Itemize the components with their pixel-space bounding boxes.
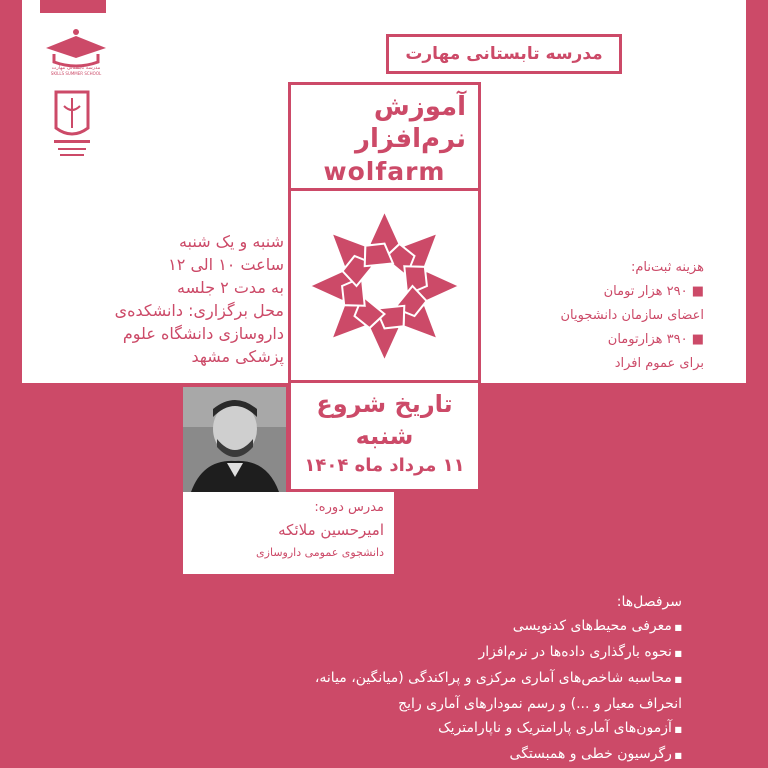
- topic-item: ■ معرفی محیط‌های کدنویسی: [270, 614, 682, 640]
- school-logo: [40, 28, 112, 76]
- start-date: ۱۱ مرداد ماه ۱۴۰۴: [304, 455, 465, 476]
- start-day: شنبه: [355, 422, 414, 450]
- schedule-info: [70, 230, 284, 368]
- schedule-location: محل برگزاری: دانشکده‌ی داروسازی دانشگاه علوم پزشکی مشهد: [114, 301, 284, 366]
- topic-item: ■ رگرسیون خطی و همبستگی: [270, 742, 682, 768]
- topic-item: ■ آزمون‌های آماری پارامتریک و ناپارامتریک: [270, 716, 682, 742]
- school-title: مدرسه تابستانی مهارت: [386, 34, 622, 74]
- university-logo: [46, 88, 98, 160]
- wolfram-star-icon: [291, 191, 478, 381]
- topics-heading: سرفصل‌ها:: [616, 594, 682, 610]
- fee-audience-1: اعضای سازمان دانشجویان: [560, 308, 704, 323]
- topic-item: ■ نحوه بارگذاری داده‌ها در نرم‌افزار: [270, 640, 682, 666]
- schedule-duration: به مدت ۲ جلسه: [177, 278, 284, 297]
- instructor-name: امیرحسین ملائکه: [278, 521, 384, 539]
- right-strip: [746, 0, 768, 383]
- left-strip: [0, 0, 22, 383]
- fees-info: [488, 256, 704, 376]
- fee-price-1: ■ ۲۹۰ هزار تومان: [603, 284, 704, 299]
- wolfram-logo-box: [288, 188, 481, 384]
- school-logo-caption: مدرسه تابستانی مهارت: [51, 65, 101, 71]
- course-title-software: wolfarm: [323, 157, 446, 186]
- course-title-line2: نرم‌افزار: [355, 124, 466, 154]
- topics-section: [270, 590, 682, 768]
- start-date-box: [288, 380, 481, 492]
- instructor-card: [183, 492, 394, 574]
- start-heading: تاریخ شروع: [316, 390, 453, 418]
- schedule-time: ساعت ۱۰ الی ۱۲: [168, 255, 284, 274]
- school-logo-subcaption: SKILLS SUMMER SCHOOL: [50, 71, 102, 76]
- fee-price-2: ■ ۳۹۰ هزارتومان: [607, 332, 704, 347]
- top-tab: [40, 0, 106, 13]
- fee-audience-2: برای عموم افراد: [614, 356, 704, 371]
- course-title-box: [288, 82, 481, 192]
- course-title-line1: آموزش: [373, 92, 466, 122]
- instructor-role: دانشجوی عمومی داروسازی: [256, 546, 384, 559]
- instructor-photo: [183, 387, 286, 492]
- topic-item: ■ محاسبه شاخص‌های آماری مرکزی و پراکندگی (میانگین، میانه، انحراف معیار و ...) و رسم نمودارهای آماری رایج: [270, 666, 682, 716]
- instructor-label: مدرس دوره:: [314, 500, 384, 515]
- schedule-days: شنبه و یک شنبه: [178, 232, 284, 251]
- fees-heading: هزینه ثبت‌نام:: [631, 260, 704, 275]
